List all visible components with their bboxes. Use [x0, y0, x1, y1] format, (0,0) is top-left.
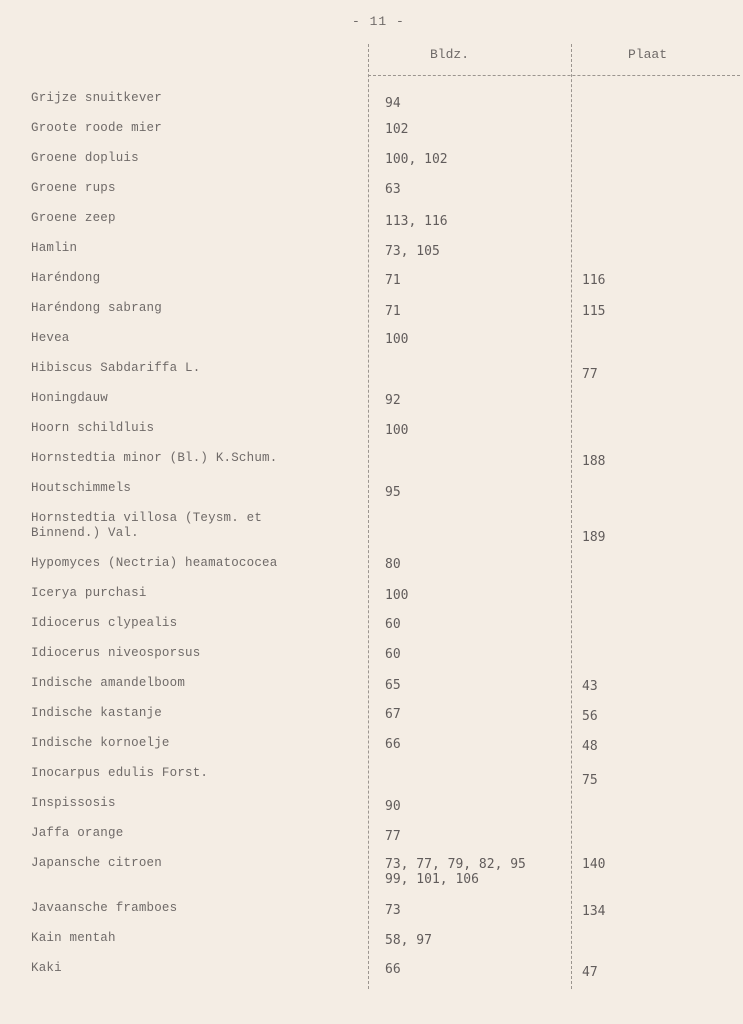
entry-term: Indische kastanje — [31, 706, 162, 720]
entry-term: Houtschimmels — [31, 481, 132, 495]
entry-pages: 100 — [385, 423, 409, 438]
entry-plate: 47 — [582, 965, 598, 980]
entry-pages: 94 — [385, 96, 401, 111]
entry-plate: 188 — [582, 454, 606, 469]
entry-term: Grijze snuitkever — [31, 91, 162, 105]
entry-plate: 116 — [582, 273, 606, 288]
entry-pages: 71 — [385, 304, 401, 319]
column-divider-right — [571, 44, 572, 989]
entry-term: Groote roode mier — [31, 121, 162, 135]
entry-pages: 73, 77, 79, 82, 95 99, 101, 106 — [385, 857, 526, 887]
entry-term: Idiocerus clypealis — [31, 616, 178, 630]
entry-pages: 58, 97 — [385, 933, 432, 948]
column-divider-left — [368, 44, 369, 989]
entry-pages: 90 — [385, 799, 401, 814]
entry-plate: 56 — [582, 709, 598, 724]
entry-term: Hypomyces (Nectria) heamatococea — [31, 556, 278, 570]
entry-pages: 65 — [385, 678, 401, 693]
entry-term: Hevea — [31, 331, 70, 345]
entry-term: Hamlin — [31, 241, 78, 255]
entry-plate: 134 — [582, 904, 606, 919]
entry-term: Kaki — [31, 961, 62, 975]
entry-pages: 60 — [385, 617, 401, 632]
header-rule — [368, 75, 740, 76]
entry-term: Hoorn schildluis — [31, 421, 155, 435]
entry-term: Haréndong sabrang — [31, 301, 162, 315]
entry-term: Jaffa orange — [31, 826, 124, 840]
entry-pages: 71 — [385, 273, 401, 288]
entry-term: Haréndong — [31, 271, 101, 285]
entry-pages: 100 — [385, 332, 409, 347]
entry-pages: 66 — [385, 737, 401, 752]
entry-pages: 73 — [385, 903, 401, 918]
entry-plate: 48 — [582, 739, 598, 754]
column-header-pages: Bldz. — [430, 47, 470, 62]
entry-pages: 113, 116 — [385, 214, 448, 229]
entry-term: Icerya purchasi — [31, 586, 147, 600]
page-number: - 11 - — [352, 14, 405, 29]
entry-term: Javaansche framboes — [31, 901, 178, 915]
entry-pages: 80 — [385, 557, 401, 572]
entry-term: Japansche citroen — [31, 856, 162, 870]
entry-pages: 63 — [385, 182, 401, 197]
entry-term: Honingdauw — [31, 391, 109, 405]
entry-pages: 77 — [385, 829, 401, 844]
entry-term: Groene zeep — [31, 211, 116, 225]
entry-plate: 115 — [582, 304, 606, 319]
entry-plate: 140 — [582, 857, 606, 872]
entry-term: Kain mentah — [31, 931, 116, 945]
entry-plate: 189 — [582, 530, 606, 545]
entry-term: Groene rups — [31, 181, 116, 195]
entry-pages: 102 — [385, 122, 409, 137]
entry-term: Indische amandelboom — [31, 676, 186, 690]
entry-pages: 73, 105 — [385, 244, 440, 259]
entry-term: Idiocerus niveosporsus — [31, 646, 201, 660]
entry-pages: 100 — [385, 588, 409, 603]
entry-term: Inspissosis — [31, 796, 116, 810]
entry-pages: 67 — [385, 707, 401, 722]
entry-term: Hornstedtia minor (Bl.) K.Schum. — [31, 451, 278, 465]
entry-term: Inocarpus edulis Forst. — [31, 766, 209, 780]
entry-pages: 100, 102 — [385, 152, 448, 167]
entry-pages: 60 — [385, 647, 401, 662]
entry-term: Hibiscus Sabdariffa L. — [31, 361, 201, 375]
entry-term: Indische kornoelje — [31, 736, 170, 750]
entry-plate: 75 — [582, 773, 598, 788]
entry-pages: 92 — [385, 393, 401, 408]
entry-plate: 77 — [582, 367, 598, 382]
entry-term: Hornstedtia villosa (Teysm. et Binnend.) Val. — [31, 511, 263, 540]
entry-pages: 95 — [385, 485, 401, 500]
entry-plate: 43 — [582, 679, 598, 694]
entry-term: Groene dopluis — [31, 151, 139, 165]
entry-pages: 66 — [385, 962, 401, 977]
column-header-plate: Plaat — [628, 47, 668, 62]
